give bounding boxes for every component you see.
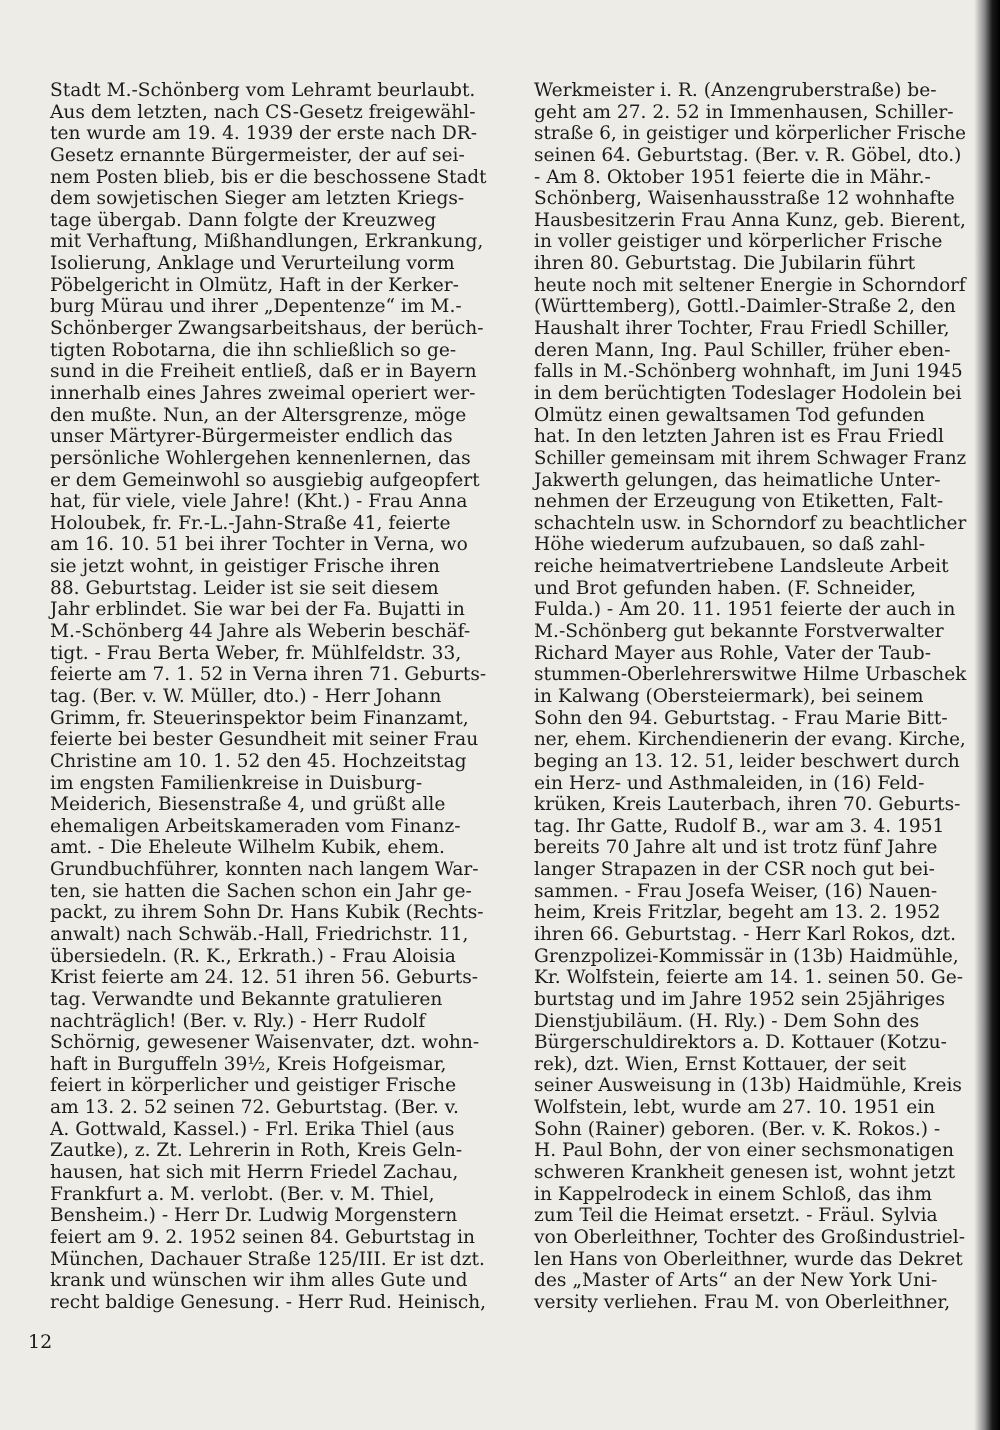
left-column-line: A. Gottwald, Kassel.) - Frl. Erika Thiel (aus [50, 1118, 455, 1140]
left-column-line: Christine am 10. 1. 52 den 45. Hochzeitstag [50, 750, 467, 772]
right-column-line: sammen. - Frau Josefa Weiser, (16) Nauen- [534, 880, 938, 902]
left-column-line: ten wurde am 19. 4. 1939 der erste nach DR- [50, 123, 478, 145]
left-column-line: feiert am 9. 2. 1952 seinen 84. Geburtstag in [50, 1226, 476, 1248]
left-column-line: Stadt M.-Schönberg vom Lehramt beurlaubt. [50, 80, 476, 101]
left-column-line: burg Mürau und ihrer „Depentenze“ im M.- [50, 296, 462, 318]
right-column-line: versity verliehen. Frau M. von Oberleithner, [534, 1291, 951, 1313]
right-column-line: seinen 64. Geburtstag. (Ber. v. R. Göbel, dto.) [534, 144, 962, 166]
right-column-line: in voller geistiger und körperlicher Frische [534, 231, 943, 253]
right-column-line: in Kalwang (Obersteiermark), bei seinem [534, 685, 924, 707]
right-column-line: beging an 13. 12. 51, leider beschwert durch [534, 750, 960, 772]
right-column-line: seiner Ausweisung in (13b) Haidmühle, Kreis [534, 1075, 962, 1097]
right-column-line: ihren 66. Geburtstag. - Herr Karl Rokos, dzt. [534, 923, 957, 945]
right-column-line: Fulda.) - Am 20. 11. 1951 feierte der auch in [534, 599, 956, 621]
left-column-line: im engsten Familienkreise in Duisburg- [50, 772, 423, 794]
right-column-line: Olmütz einen gewaltsamen Tod gefunden [534, 404, 925, 426]
left-column-line: ten, sie hatten die Sachen schon ein Jahr ge- [50, 880, 472, 902]
right-column-line: Jakwerth gelungen, das heimatliche Unter- [534, 469, 941, 491]
left-column-line: M.-Schönberg 44 Jahre als Weberin beschäf- [50, 621, 471, 643]
right-column-line: Wolfstein, lebt, wurde am 27. 10. 1951 ein [534, 1097, 936, 1119]
right-column-line: Grenzpolizei-Kommissär in (13b) Haidmühle, [534, 945, 959, 967]
right-column-line: hat. In den letzten Jahren ist es Frau Friedl [534, 426, 944, 448]
right-column-line: rek), dzt. Wien, Ernst Kottauer, der seit [534, 1053, 907, 1075]
right-column-line: bereits 70 Jahre alt und ist trotz fünf Jahre [534, 837, 938, 859]
left-column-line: nem Posten blieb, bis er die beschossene Stadt [50, 166, 487, 188]
right-column-line: Höhe wiederum aufzubauen, so daß zahl- [534, 534, 926, 556]
right-column-line: schachteln usw. in Schorndorf zu beachtlicher [534, 512, 967, 534]
page-edge-shadow [974, 0, 1000, 1430]
right-column-line: Sohn (Rainer) geboren. (Ber. v. K. Rokos.) - [534, 1118, 941, 1140]
left-column-line: tigten Robotarna, die ihn schließlich so ge- [50, 339, 457, 361]
right-column-line: stummen-Oberlehrerswitwe Hilme Urbaschek [534, 664, 967, 686]
page-number: 12 [28, 1331, 53, 1353]
right-column-line: Dienstjubiläum. (H. Rly.) - Dem Sohn des [534, 1010, 920, 1032]
right-column-line: von Oberleithner, Tochter des Großindustriel- [534, 1226, 966, 1248]
left-column-line: Bensheim.) - Herr Dr. Ludwig Morgenstern [50, 1205, 458, 1227]
left-column-line: Aus dem letzten, nach CS-Gesetz freigewähl- [50, 101, 476, 123]
left-column-line: Krist feierte am 24. 12. 51 ihren 56. Geburts- [50, 967, 479, 989]
right-column-line: deren Mann, Ing. Paul Schiller, früher eben- [534, 339, 951, 361]
left-column-line: nachträglich! (Ber. v. Rly.) - Herr Rudolf [50, 1010, 426, 1032]
left-column-line: krank und wünschen wir ihm alles Gute und [50, 1270, 468, 1292]
right-column-line: (Württemberg), Gottl.-Daimler-Straße 2, den [534, 296, 956, 318]
right-column-line: len Hans von Oberleithner, wurde das Dekret [534, 1248, 963, 1270]
left-column-line: recht baldige Genesung. - Herr Rud. Heinisch, [50, 1291, 487, 1313]
right-column-line: heute noch mit seltener Energie in Schorndorf [534, 274, 966, 296]
right-column-line: zum Teil die Heimat ersetzt. - Fräul. Sylvia [534, 1205, 938, 1227]
right-column-line: Schiller gemeinsam mit ihrem Schwager Franz [534, 447, 967, 469]
left-column-line: mit Verhaftung, Mißhandlungen, Erkrankung, [50, 231, 484, 253]
left-column-line: Isolierung, Anklage und Verurteilung vorm [50, 253, 455, 275]
left-column-line: tag. Verwandte und Bekannte gratulieren [50, 988, 443, 1010]
left-column-line: innerhalb eines Jahres zweimal operiert wer- [50, 382, 476, 404]
right-column-line: ihren 80. Geburtstag. Die Jubilarin führt [534, 253, 916, 275]
right-column-line: heim, Kreis Fritzlar, begeht am 13. 2. 1952 [534, 902, 941, 924]
left-column-line: Zautke), z. Zt. Lehrerin in Roth, Kreis Geln- [50, 1140, 463, 1162]
right-column-line: des „Master of Arts“ an der New York Uni- [534, 1270, 938, 1292]
right-column-line: tag. Ihr Gatte, Rudolf B., war am 3. 4. 1951 [534, 815, 945, 837]
right-column-line: langer Strapazen in der CSR noch gut bei- [534, 859, 935, 881]
left-column-line: anwalt) nach Schwäb.-Hall, Friedrichstr. 11, [50, 923, 469, 945]
right-column-line: Haushalt ihrer Tochter, Frau Friedl Schiller, [534, 318, 950, 340]
left-column-line: packt, zu ihrem Sohn Dr. Hans Kubik (Rechts- [50, 902, 484, 924]
left-column-line: feierte am 7. 1. 52 in Verna ihren 71. Geburts- [50, 664, 487, 686]
left-column-line: persönliche Wohlergehen kennenlernen, das [50, 447, 471, 469]
left-column-line: unser Märtyrer-Bürgermeister endlich das [50, 426, 453, 448]
left-column-line: Frankfurt a. M. verlobt. (Ber. v. M. Thiel, [50, 1183, 435, 1205]
right-column-line: nehmen der Erzeugung von Etiketten, Falt- [534, 491, 944, 513]
left-column-line: tage übergab. Dann folgte der Kreuzweg [50, 209, 437, 231]
left-column-line: hausen, hat sich mit Herrn Friedel Zachau, [50, 1162, 459, 1184]
left-text-column [50, 80, 486, 1314]
left-column-line: den mußte. Nun, an der Altersgrenze, möge [50, 404, 467, 426]
right-column-line: Hausbesitzerin Frau Anna Kunz, geb. Bierent, [534, 209, 966, 231]
right-column-line: burtstag und im Jahre 1952 sein 25jähriges [534, 988, 946, 1010]
left-column-line: Schörnig, gewesener Waisenvater, dzt. wohn- [50, 1032, 480, 1054]
left-column-line: Pöbelgericht in Olmütz, Haft in der Kerker- [50, 274, 459, 296]
left-column-line: am 16. 10. 51 bei ihrer Tochter in Verna, wo [50, 534, 468, 556]
right-column-line: Sohn den 94. Geburtstag. - Frau Marie Bitt- [534, 707, 948, 729]
right-column-line: geht am 27. 2. 52 in Immenhausen, Schiller- [534, 101, 954, 123]
right-column-line: Schönberg, Waisenhausstraße 12 wohnhafte [534, 188, 955, 210]
left-column-line: Holoubek, fr. Fr.-L.-Jahn-Straße 41, feierte [50, 512, 451, 534]
right-column-line: Bürgerschuldirektors a. D. Kottauer (Kotzu- [534, 1032, 947, 1054]
left-column-line: München, Dachauer Straße 125/III. Er ist dzt. [50, 1248, 485, 1270]
left-column-line: sund in die Freiheit entließ, daß er in Bayern [50, 361, 477, 383]
left-column-line: sie jetzt wohnt, in geistiger Frische ihren [50, 556, 440, 578]
left-column-line: Gesetz ernannte Bürgermeister, der auf sei- [50, 144, 465, 166]
right-column-line: in Kappelrodeck in einem Schloß, das ihm [534, 1183, 932, 1205]
right-column-line: M.-Schönberg gut bekannte Forstverwalter [534, 621, 944, 643]
left-column-line: tag. (Ber. v. W. Müller, dto.) - Herr Johann [50, 685, 442, 707]
right-column-line: Richard Mayer aus Rohle, Vater der Taub- [534, 642, 931, 664]
left-column-line: dem sowjetischen Sieger am letzten Kriegs- [50, 188, 465, 210]
left-column-line: 88. Geburtstag. Leider ist sie seit diesem [50, 577, 439, 599]
left-column-line: Schönberger Zwangsarbeitshaus, der berüch- [50, 318, 484, 340]
left-column-line: haft in Burguffeln 39½, Kreis Hofgeismar, [50, 1053, 447, 1075]
right-column-line: ein Herz- und Asthmaleiden, in (16) Feld- [534, 772, 925, 794]
left-column-line: ehemaligen Arbeitskameraden vom Finanz- [50, 815, 461, 837]
left-column-line: Grimm, fr. Steuerinspektor beim Finanzamt, [50, 707, 469, 729]
left-column-line: übersiedeln. (R. K., Erkrath.) - Frau Aloisia [50, 945, 456, 967]
right-column-line: - Am 8. Oktober 1951 feierte die in Mähr.- [534, 166, 931, 188]
right-column-line: in dem berüchtigten Todeslager Hodolein bei [534, 382, 962, 404]
right-column-line: Kr. Wolfstein, feierte am 14. 1. seinen 50. Ge- [534, 967, 964, 989]
left-column-line: tigt. - Frau Berta Weber, fr. Mühlfeldstr. 33, [50, 642, 462, 664]
right-text-column [534, 80, 966, 1314]
right-column-line: Werkmeister i. R. (Anzengruberstraße) be- [534, 80, 937, 101]
left-column-line: er dem Gemeinwohl so ausgiebig aufgeopfert [50, 469, 480, 491]
right-column-line: falls in M.-Schönberg wohnhaft, im Juni 1945 [534, 361, 963, 383]
right-column-line: schweren Krankheit genesen ist, wohnt jetzt [534, 1162, 956, 1184]
left-column-line: feierte bei bester Gesundheit mit seiner Frau [50, 729, 479, 751]
right-column-line: und Brot gefunden haben. (F. Schneider, [534, 577, 916, 599]
left-column-line: hat, für viele, viele Jahre! (Kht.) - Frau Anna [50, 491, 468, 513]
left-column-line: Jahr erblindet. Sie war bei der Fa. Bujatti in [50, 599, 465, 621]
right-column-line: straße 6, in geistiger und körperlicher Frische [534, 123, 966, 145]
right-column-line: ner, ehem. Kirchendienerin der evang. Kirche, [534, 729, 966, 751]
left-column-line: Meiderich, Biesenstraße 4, und grüßt alle [50, 794, 446, 816]
right-column-line: reiche heimatvertriebene Landsleute Arbeit [534, 556, 949, 578]
left-column-line: Grundbuchführer, konnten nach langem War- [50, 859, 479, 881]
left-column-line: amt. - Die Eheleute Wilhelm Kubik, ehem. [50, 837, 445, 859]
left-column-line: feiert in körperlicher und geistiger Frische [50, 1075, 457, 1097]
right-column-line: H. Paul Bohn, der von einer sechsmonatigen [534, 1140, 954, 1162]
right-column-line: krüken, Kreis Lauterbach, ihren 70. Geburts- [534, 794, 961, 816]
left-column-line: am 13. 2. 52 seinen 72. Geburtstag. (Ber. v. [50, 1097, 459, 1119]
